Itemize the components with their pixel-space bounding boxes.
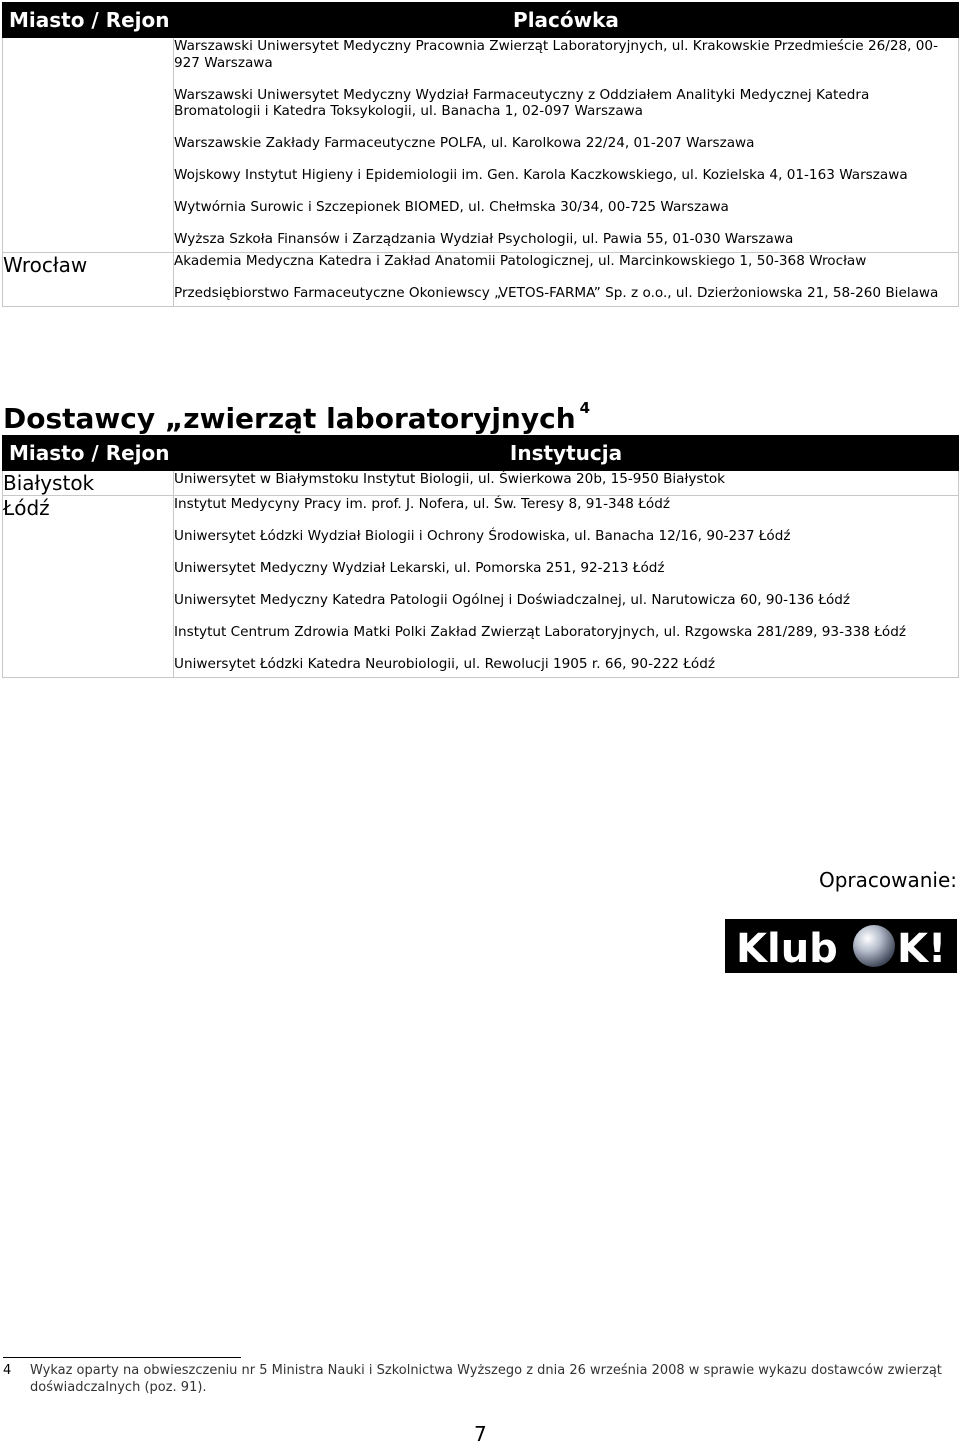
list-item: Uniwersytet w Białymstoku Instytut Biologii, ul. Świerkowa 20b, 15-950 Białystok [174, 471, 726, 487]
list-item: Warszawskie Zakłady Farmaceutyczne POLFA, ul. Karolkowa 22/24, 01-207 Warszawa [174, 135, 755, 152]
footnote-number: 4 [3, 1363, 12, 1378]
column-header-city: Miasto / Rejon [3, 3, 174, 38]
table-row [3, 38, 959, 253]
list-item: Wytwórnia Surowic i Szczepionek BIOMED, ul. Chełmska 30/34, 00-725 Warszawa [174, 199, 729, 216]
list-item: Akademia Medyczna Katedra i Zakład Anatomii Patologicznej, ul. Marcinkowskiego 1, 50-368 Wrocław [174, 252, 867, 269]
facilities-table [2, 2, 959, 307]
institution-cell [174, 252, 959, 306]
logo-ball-icon [853, 925, 895, 967]
list-item: Przedsiębiorstwo Farmaceutyczne Okoniewscy „VETOS-FARMA” Sp. z o.o., ul. Dzierżoniowska 21, 58-260 Bielawa [174, 285, 939, 302]
table-row [3, 471, 959, 496]
section-heading [3, 388, 590, 439]
suppliers-table [2, 435, 959, 678]
table-row [3, 252, 959, 306]
list-item: Uniwersytet Medyczny Wydział Lekarski, ul. Pomorska 251, 92-213 Łódź [174, 560, 665, 577]
table-header-row [3, 436, 959, 471]
institution-cell [174, 471, 959, 496]
list-item: Instytut Medycyny Pracy im. prof. J. Nofera, ul. Św. Teresy 8, 91-348 Łódź [174, 496, 670, 512]
city-cell: Łódź [3, 496, 174, 678]
logo-text-k: K! [897, 926, 947, 972]
city-cell: Białystok [3, 471, 174, 496]
prepared-by-label: Opracowanie: [818, 868, 957, 892]
list-item: Wyższa Szkoła Finansów i Zarządzania Wydział Psychologii, ul. Pawia 55, 01-030 Warszawa [174, 231, 794, 248]
footnote-reference[interactable]: 4 [579, 399, 591, 417]
footnote-divider [3, 1357, 241, 1358]
list-item: Wojskowy Instytut Higieny i Epidemiologii im. Gen. Karola Kaczkowskiego, ul. Kozielska 4, 01-163 Warszawa [174, 167, 908, 184]
logo-text-klub: Klub [736, 926, 838, 972]
list-item: Uniwersytet Medyczny Katedra Patologii Ogólnej i Doświadczalnej, ul. Narutowicza 60, 90-136 Łódź [174, 592, 851, 609]
logo-graphic [725, 919, 957, 973]
column-header-city: Miasto / Rejon [3, 436, 174, 471]
city-cell [3, 38, 174, 253]
institution-cell [174, 496, 959, 678]
list-item: Instytut Centrum Zdrowia Matki Polki Zakład Zwierząt Laboratoryjnych, ul. Rzgowska 281/289, 93-338 Łódź [174, 624, 906, 641]
table-header-row [3, 3, 959, 38]
list-item: Uniwersytet Łódzki Wydział Biologii i Ochrony Środowiska, ul. Banacha 12/16, 90-237 Łódź [174, 528, 791, 545]
section-heading-text: Dostawcy „zwierząt laboratoryjnych [3, 402, 576, 435]
table-row [3, 496, 959, 678]
list-item: Warszawski Uniwersytet Medyczny Wydział Farmaceutyczny z Oddziałem Analityki Medycznej Katedra Bromatologii i Katedra Toksykologii, ul. Banacha 1, 02-097 Warszawa [174, 86, 870, 120]
city-cell: Wrocław [3, 252, 174, 306]
list-item: Warszawski Uniwersytet Medyczny Pracownia Zwierząt Laboratoryjnych, ul. Krakowskie Przedmieście 26/28, 00-927 Warszawa [174, 38, 938, 71]
klub-ok-logo [725, 919, 957, 973]
page-number: 7 [474, 1422, 487, 1446]
column-header-facility: Placówka [174, 3, 959, 38]
footnote-text: Wykaz oparty na obwieszczeniu nr 5 Ministra Nauki i Szkolnictwa Wyższego z dnia 26 września 2008 w sprawie wykazu dostawców zwierząt doświadczalnych (poz. 91). [30, 1363, 942, 1395]
column-header-institution: Instytucja [174, 436, 959, 471]
list-item: Uniwersytet Łódzki Katedra Neurobiologii, ul. Rewolucji 1905 r. 66, 90-222 Łódź [174, 656, 715, 673]
institution-cell [174, 38, 959, 253]
